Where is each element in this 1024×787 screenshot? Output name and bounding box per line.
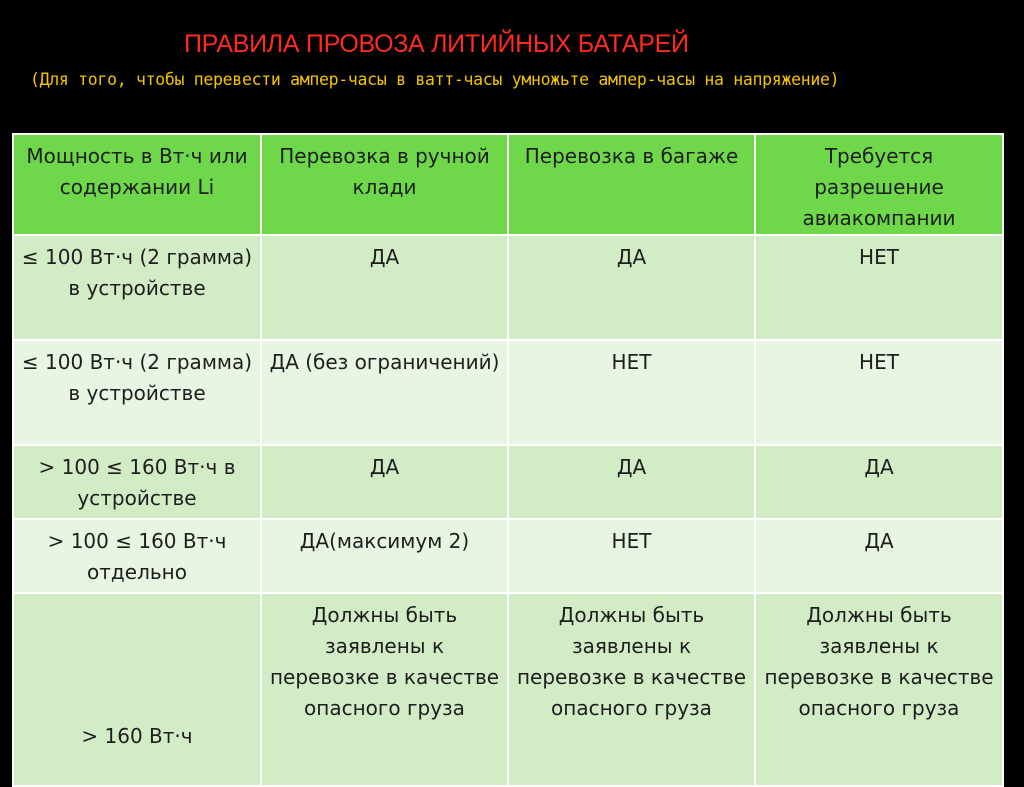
cell-airline-approval: ДА: [755, 519, 1003, 593]
header-checked-baggage: Перевозка в багаже: [508, 134, 755, 235]
cell-checked-baggage: НЕТ: [508, 519, 755, 593]
cell-carry-on: ДА: [261, 445, 508, 519]
battery-rules-table-container: [12, 133, 1002, 787]
cell-carry-on: ДА(максимум 2): [261, 519, 508, 593]
cell-power: ≤ 100 Вт·ч (2 грамма) в устройстве: [13, 340, 261, 445]
cell-carry-on: ДА: [261, 235, 508, 340]
page-subtitle: (Для того, чтобы перевести ампер-часы в ватт-часы умножьте ампер-часы на напряжение): [30, 70, 840, 89]
cell-power: > 100 ≤ 160 Вт·ч отдельно: [13, 519, 261, 593]
cell-power: ≤ 100 Вт·ч (2 грамма) в устройстве: [13, 235, 261, 340]
table-row: [13, 235, 1003, 340]
table-row: [13, 593, 1003, 786]
cell-airline-approval: НЕТ: [755, 235, 1003, 340]
cell-airline-approval: Должны быть заявлены к перевозке в качестве опасного груза: [755, 593, 1003, 786]
cell-checked-baggage: Должны быть заявлены к перевозке в качестве опасного груза: [508, 593, 755, 786]
cell-airline-approval: ДА: [755, 445, 1003, 519]
battery-rules-table: [12, 133, 1004, 787]
header-power: Мощность в Вт·ч или содержании Li: [13, 134, 261, 235]
header-carry-on: Перевозка в ручной клади: [261, 134, 508, 235]
cell-airline-approval: НЕТ: [755, 340, 1003, 445]
table-row: [13, 340, 1003, 445]
cell-power: > 100 ≤ 160 Вт·ч в устройстве: [13, 445, 261, 519]
cell-checked-baggage: НЕТ: [508, 340, 755, 445]
table-header-row: [13, 134, 1003, 235]
cell-power: > 160 Вт·ч: [13, 593, 261, 786]
header-airline-approval: Требуется разрешение авиакомпании: [755, 134, 1003, 235]
cell-checked-baggage: ДА: [508, 445, 755, 519]
page-title: ПРАВИЛА ПРОВОЗА ЛИТИЙНЫХ БАТАРЕЙ: [184, 30, 689, 58]
cell-checked-baggage: ДА: [508, 235, 755, 340]
cell-carry-on: Должны быть заявлены к перевозке в качестве опасного груза: [261, 593, 508, 786]
table-row: [13, 519, 1003, 593]
cell-carry-on: ДА (без ограничений): [261, 340, 508, 445]
table-row: [13, 445, 1003, 519]
